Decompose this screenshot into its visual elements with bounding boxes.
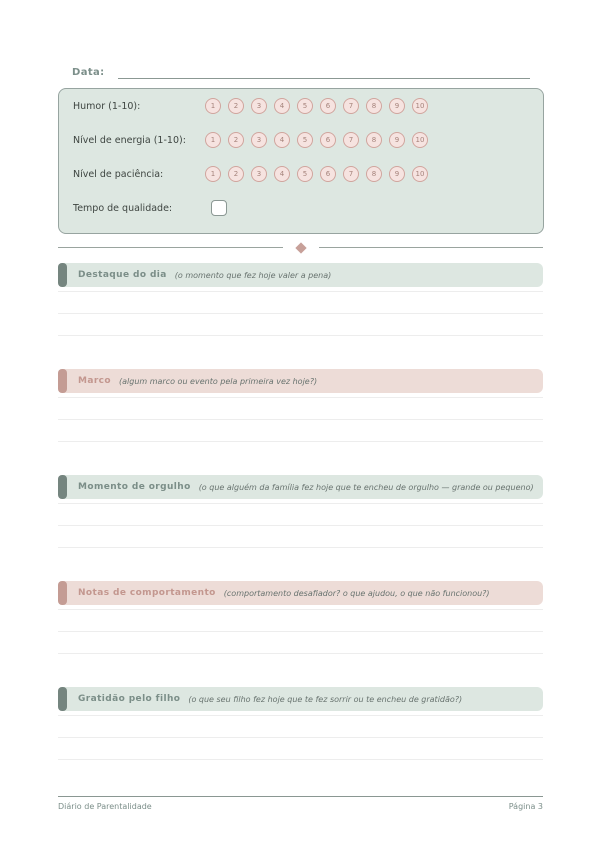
section-title: Notas de comportamento	[78, 588, 216, 598]
section-accent-tab	[58, 475, 67, 499]
writing-line	[58, 738, 543, 760]
journal-section	[58, 475, 543, 548]
rating-circle-9[interactable]: 9	[389, 132, 405, 148]
section-divider	[58, 242, 543, 253]
divider-line-left	[58, 247, 283, 248]
writing-line	[58, 716, 543, 738]
section-title: Momento de orgulho	[78, 482, 191, 492]
rating-circle-1[interactable]: 1	[205, 166, 221, 182]
section-hint: (o momento que fez hoje valer a pena)	[174, 270, 332, 280]
rating-circle-5[interactable]: 5	[297, 166, 313, 182]
rating-circle-6[interactable]: 6	[320, 98, 336, 114]
footer-page-number: Página 3	[508, 802, 543, 811]
section-title: Destaque do dia	[78, 270, 167, 280]
journal-section	[58, 369, 543, 442]
section-title: Gratidão pelo filho	[78, 694, 181, 704]
writing-line	[58, 632, 543, 654]
rating-circle-9[interactable]: 9	[389, 98, 405, 114]
journal-section	[58, 263, 543, 336]
section-accent-tab	[58, 369, 67, 393]
rating-circle-1[interactable]: 1	[205, 98, 221, 114]
section-hint: (o que seu filho fez hoje que te fez sorrir ou te encheu de gratidão?)	[188, 694, 463, 704]
section-header	[58, 369, 543, 393]
quality-time-checkbox[interactable]	[211, 200, 227, 216]
rating-circle-10[interactable]: 10	[412, 98, 428, 114]
diamond-icon	[295, 242, 306, 253]
section-title: Marco	[78, 376, 111, 386]
rating-circle-7[interactable]: 7	[343, 166, 359, 182]
section-header	[58, 263, 543, 287]
section-accent-tab	[58, 263, 67, 287]
rating-circle-10[interactable]: 10	[412, 132, 428, 148]
writing-line	[58, 526, 543, 548]
rating-row-label: Humor (1-10):	[73, 100, 141, 112]
divider-line-right	[319, 247, 544, 248]
rating-row	[73, 191, 529, 225]
section-header	[58, 687, 543, 711]
rating-circle-10[interactable]: 10	[412, 166, 428, 182]
section-hint: (o que alguém da família fez hoje que te encheu de orgulho — grande ou pequeno)	[198, 482, 534, 492]
rating-circle-5[interactable]: 5	[297, 132, 313, 148]
section-header	[58, 581, 543, 605]
rating-row-label: Nível de energia (1-10):	[73, 134, 186, 146]
section-accent-tab	[58, 581, 67, 605]
rating-circle-6[interactable]: 6	[320, 166, 336, 182]
rating-row-label: Tempo de qualidade:	[73, 202, 173, 214]
rating-row-label: Nível de paciência:	[73, 168, 164, 180]
rating-circle-4[interactable]: 4	[274, 132, 290, 148]
rating-circle-5[interactable]: 5	[297, 98, 313, 114]
section-hint: (algum marco ou evento pela primeira vez hoje?)	[119, 376, 318, 386]
writing-line	[58, 504, 543, 526]
journal-section	[58, 581, 543, 654]
rating-circle-8[interactable]: 8	[366, 132, 382, 148]
section-header	[58, 475, 543, 499]
rating-scale	[205, 166, 428, 182]
rating-scale	[205, 98, 428, 114]
page-footer	[58, 796, 543, 811]
rating-circle-3[interactable]: 3	[251, 132, 267, 148]
journal-section	[58, 687, 543, 760]
section-accent-tab	[58, 687, 67, 711]
date-row	[58, 62, 543, 79]
rating-circle-8[interactable]: 8	[366, 98, 382, 114]
rating-circle-3[interactable]: 3	[251, 98, 267, 114]
rating-circle-4[interactable]: 4	[274, 166, 290, 182]
rating-scale	[205, 132, 428, 148]
writing-line	[58, 610, 543, 632]
writing-line	[58, 398, 543, 420]
writing-line	[58, 292, 543, 314]
journal-sections	[58, 263, 543, 793]
rating-circle-1[interactable]: 1	[205, 132, 221, 148]
writing-line	[58, 314, 543, 336]
date-blank-line[interactable]	[118, 78, 530, 79]
ratings-panel	[58, 88, 544, 234]
rating-circle-2[interactable]: 2	[228, 98, 244, 114]
rating-circle-6[interactable]: 6	[320, 132, 336, 148]
rating-circle-7[interactable]: 7	[343, 98, 359, 114]
rating-circle-3[interactable]: 3	[251, 166, 267, 182]
rating-circle-4[interactable]: 4	[274, 98, 290, 114]
section-hint: (comportamento desafiador? o que ajudou, o que não funcionou?)	[223, 588, 490, 598]
rating-row	[73, 123, 529, 157]
rating-circle-2[interactable]: 2	[228, 132, 244, 148]
rating-circle-8[interactable]: 8	[366, 166, 382, 182]
rating-row	[73, 89, 529, 123]
writing-line	[58, 420, 543, 442]
footer-document-title: Diário de Parentalidade	[58, 802, 152, 811]
rating-circle-9[interactable]: 9	[389, 166, 405, 182]
rating-circle-7[interactable]: 7	[343, 132, 359, 148]
rating-circle-2[interactable]: 2	[228, 166, 244, 182]
rating-row	[73, 157, 529, 191]
date-label: Data:	[72, 67, 105, 78]
